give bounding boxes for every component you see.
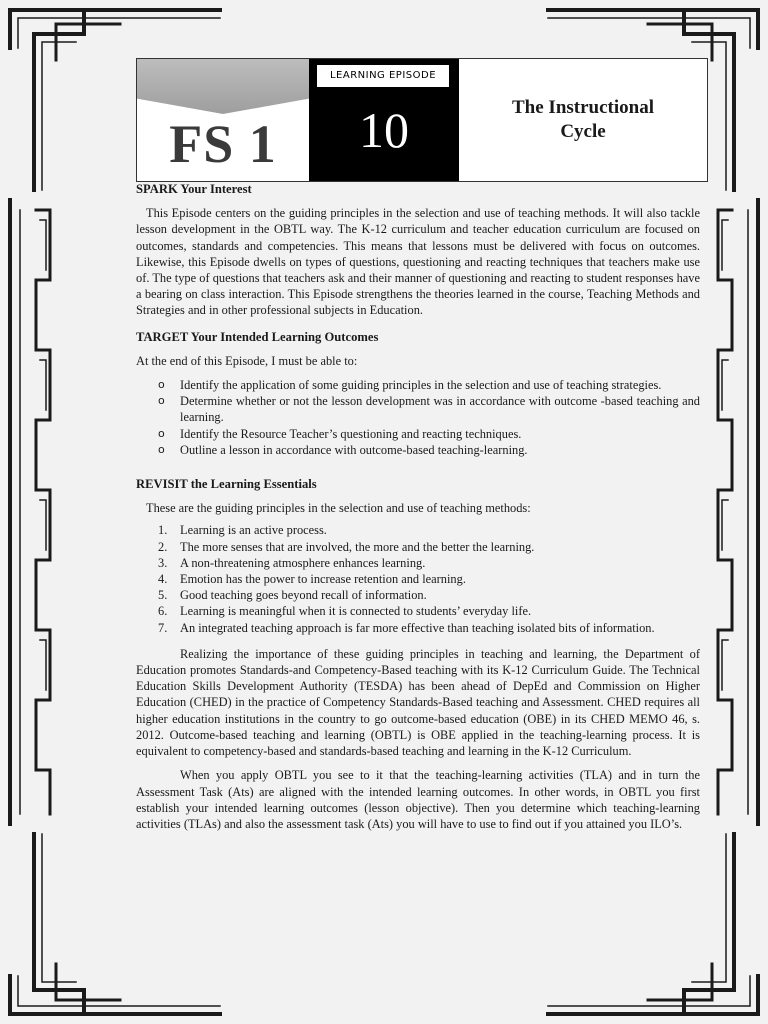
list-item [136,620,700,636]
list-text: Learning is an active process. [180,523,327,538]
obtl-paragraph-2: When you apply OBTL you see to it that the teaching-learning activities (TLA) and in turn the Assessment Task (Ats) are aligned with the intended learning outcomes. In other words, in OBTL you first establish your intended learning outcomes (lesson objective). Then you determine which teaching-learning activities (TLAs) and also the assessment task (Ats) you will have to use to find out if you attained you ILO’s. [136,768,700,831]
episode-title: The Instructional Cycle [512,97,654,142]
list-text: A non-threatening atmosphere enhances learning. [180,555,426,570]
target-heading: TARGET Your Intended Learning Outcomes [136,329,379,344]
spark-paragraph: This Episode centers on the guiding principles in the selection and use of teaching methods. It will also tackle lesson development in the OBTL way. The K-12 curriculum and teacher education curriculum are focused on outcomes, standards and competencies. This means that lessons must be delivered with focus on outcomes. Likewise, this Episode dwells on types of questions, questioning and reacting techniques that teachers make use of. The type of questions that teachers ask and their manner of questioning and reacting to student responses have a bearing on class interaction. This Episode strengthens the theories learned in the course, Teaching Methods and Strategies and in other professional subjects in Education. [136,206,700,318]
list-item [136,571,700,587]
episode-header [136,58,708,182]
episode-tag: LEARNING EPISODE [317,65,449,87]
episode-number-panel [309,59,459,181]
series-label: FS 1 [169,114,277,174]
list-number: 1. [158,523,168,538]
list-text: Good teaching goes beyond recall of information. [180,588,427,603]
list-number: 4. [158,572,168,587]
list-item: o Outline a lesson in accordance with outcome-based teaching-learning. [136,442,700,458]
revisit-heading: REVISIT the Learning Essentials [136,477,317,492]
outcomes-list [136,377,700,458]
list-item [136,603,700,619]
series-banner-shape [137,59,309,114]
list-item: o Determine whether or not the lesson development was in accordance with outcome -based teaching and learning. [136,393,700,425]
list-item: o Identify the application of some guiding principles in the selection and use of teaching strategies. [136,377,700,393]
series-panel [137,59,309,181]
list-item [136,555,700,571]
principles-list [136,522,700,635]
obtl-paragraph-1: Realizing the importance of these guiding principles in teaching and learning, the Department of Education promotes Standards-and Competency-Based teaching with its K-12 Curriculum Guide. The Technical Education Skills Development Authority (TESDA) has been ahead of DepEd and Commission on Higher Education (CHED) in the practice of Competency Standards-Based teaching and Assessment. CHED requires all higher education institutions in the country to go outcome-based education (OBE) in its CHED MEMO 46, s. 2012. Outcome-based teaching and learning (OBTL) is OBE applied in the teaching-learning process. It is equivalent to competency-based and standards-based teaching and learning in the K-12 Curriculum. [136,646,700,759]
list-number: 7. [158,620,168,635]
episode-title-panel [459,59,707,181]
list-text: An integrated teaching approach is far more effective than teaching isolated bits of information. [180,620,655,635]
list-item: o Identify the Resource Teacher’s questioning and reacting techniques. [136,426,700,442]
list-number: 3. [158,555,168,570]
list-item [136,522,700,538]
episode-number: 10 [359,102,409,158]
list-number: 6. [158,604,168,619]
list-text: Emotion has the power to increase retention and learning. [180,572,466,587]
list-number: 2. [158,539,168,554]
target-intro: At the end of this Episode, I must be able to: [136,353,358,368]
document-body [136,181,700,832]
list-item [136,587,700,603]
spark-heading: SPARK Your Interest [136,182,252,196]
revisit-intro: These are the guiding principles in the selection and use of teaching methods: [146,501,531,516]
list-text: Learning is meaningful when it is connected to students’ everyday life. [180,604,532,619]
list-text: The more senses that are involved, the more and the better the learning. [180,539,535,554]
list-number: 5. [158,588,168,603]
list-item [136,539,700,555]
